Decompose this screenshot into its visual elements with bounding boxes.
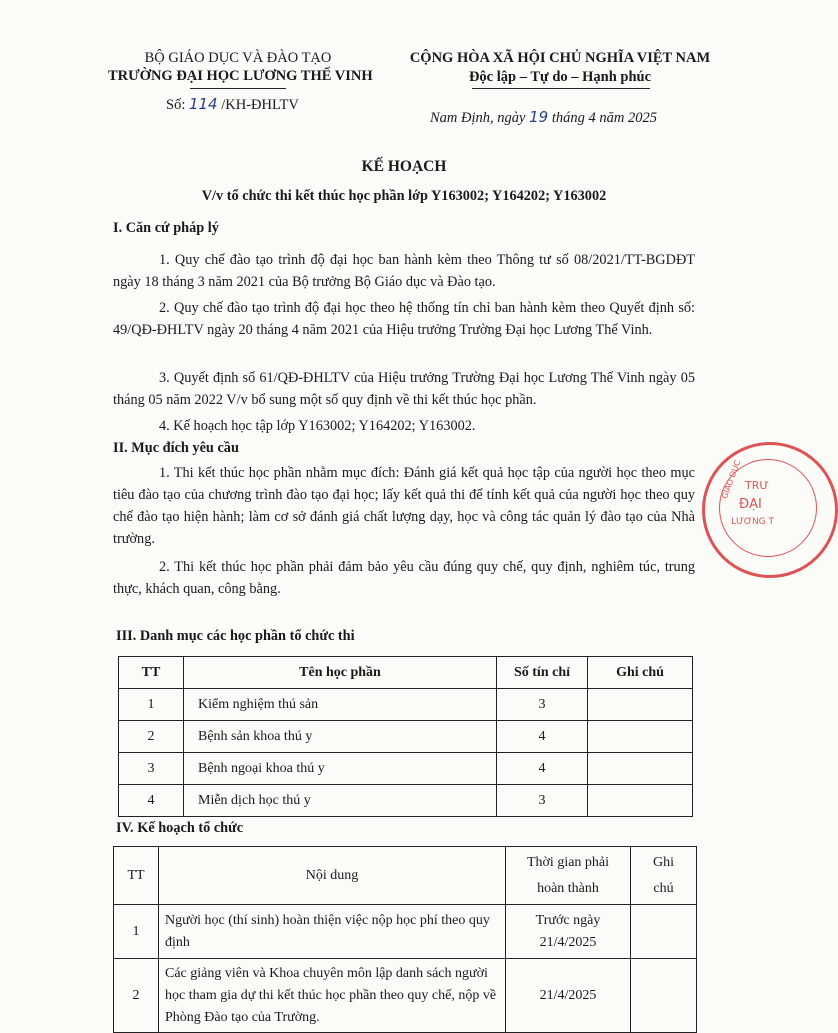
date-prefix: Nam Định, ngày: [430, 110, 526, 126]
table-row: [114, 905, 697, 959]
seal-text-middle: ĐẠI: [739, 497, 762, 512]
col-course-name: Tên học phần: [184, 657, 497, 689]
col-note: [631, 847, 697, 905]
number-prefix: Số:: [166, 97, 186, 113]
date-handwritten: 19: [529, 108, 549, 126]
document-date: [430, 108, 657, 127]
cell-course-name: Miễn dịch học thú y: [184, 785, 497, 817]
cell-tt: 3: [119, 753, 184, 785]
cell-course-name: Kiểm nghiệm thú sản: [184, 689, 497, 721]
section-1-item-4: 4. Kế hoạch học tập lớp Y163002; Y164202; Y163002.: [159, 418, 476, 434]
cell-note: [588, 753, 693, 785]
section-1-heading: I. Căn cứ pháp lý: [113, 220, 219, 236]
number-suffix: /KH-ĐHLTV: [221, 97, 299, 113]
section-2-heading: II. Mục đích yêu cầu: [113, 440, 239, 456]
section-1-item-2: 2. Quy chế đào tạo trình độ đại học theo hệ thống tín chỉ ban hành kèm theo Quyết định số: 49/QĐ-ĐHLTV ngày 20 tháng 4 năm 2021 của Hiệu trưởng Trường Đại học Lương Thế Vinh.: [113, 300, 695, 338]
deadline-line1: 21/4/2025: [539, 987, 597, 1003]
republic-name: CỘNG HÒA XÃ HỘI CHỦ NGHĨA VIỆT NAM: [409, 50, 711, 66]
cell-credits: 3: [497, 689, 588, 721]
university-name: TRƯỜNG ĐẠI HỌC LƯƠNG THẾ VINH: [108, 68, 373, 84]
col-credits: Số tín chỉ: [497, 657, 588, 689]
seal-ring-text: GIÁO DỤC: [720, 459, 743, 500]
cell-content: Các giảng viên và Khoa chuyên môn lập danh sách người học tham gia dự thi kết thúc học phần theo quy chế, nộp về Phòng Đào tạo của Trường.: [159, 959, 506, 1033]
section-2-item-1: 1. Thi kết thúc học phần nhằm mục đích: Đánh giá kết quả học tập của người học theo mục tiêu đào tạo của chương trình đào tạo đại học; lấy kết quả thi để tính kết quả của người học theo quy chế đào tạo hiện hành; làm cơ sở đánh giá chất lượng dạy, học và công tác quản lý đào tạo của Nhà trường.: [113, 465, 695, 547]
cell-tt: 4: [119, 785, 184, 817]
table-row: [119, 721, 693, 753]
document-number: [166, 95, 299, 114]
col-deadline: [506, 847, 631, 905]
table-row: [119, 753, 693, 785]
courses-header-row: [119, 657, 693, 689]
university-underline: [190, 88, 286, 89]
cell-tt: 2: [119, 721, 184, 753]
col-note-line1: Ghi: [653, 854, 674, 870]
table-row: [114, 959, 697, 1033]
cell-note: [588, 785, 693, 817]
col-deadline-line2: hoàn thành: [537, 880, 599, 896]
col-content: Nội dung: [159, 847, 506, 905]
table-row: [119, 689, 693, 721]
plan-header-row: [114, 847, 697, 905]
seal-text-top: TRƯ: [745, 479, 769, 492]
cell-credits: 4: [497, 721, 588, 753]
deadline-line2: 21/4/2025: [539, 934, 597, 950]
cell-course-name: Bệnh sản khoa thú y: [184, 721, 497, 753]
cell-note: [588, 689, 693, 721]
cell-note: [631, 959, 697, 1033]
national-motto: Độc lập – Tự do – Hạnh phúc: [468, 69, 652, 85]
cell-deadline: [506, 959, 631, 1033]
seal-text-bottom: LƯƠNG T: [731, 517, 775, 527]
university-seal: [702, 442, 838, 578]
cell-deadline: [506, 905, 631, 959]
cell-content: Người học (thí sinh) hoàn thiện việc nộp học phí theo quy định: [159, 905, 506, 959]
ministry-name: BỘ GIÁO DỤC VÀ ĐÀO TẠO: [144, 50, 332, 66]
motto-underline: [472, 88, 650, 89]
document-title: KẾ HOẠCH: [361, 158, 447, 175]
col-notes: Ghi chú: [588, 657, 693, 689]
document-subtitle: V/v tổ chức thi kết thúc học phần lớp Y163002; Y164202; Y163002: [201, 188, 607, 204]
courses-table: [118, 656, 693, 817]
section-3-heading: III. Danh mục các học phần tổ chức thi: [116, 628, 355, 644]
cell-note: [588, 721, 693, 753]
col-tt: TT: [114, 847, 159, 905]
table-row: [119, 785, 693, 817]
col-note-line2: chú: [653, 880, 674, 896]
cell-course-name: Bệnh ngoại khoa thú y: [184, 753, 497, 785]
cell-tt: 2: [114, 959, 159, 1033]
plan-table: [113, 846, 697, 1033]
col-deadline-line1: Thời gian phải: [526, 854, 610, 870]
date-suffix: tháng 4 năm 2025: [551, 110, 657, 126]
cell-note: [631, 905, 697, 959]
section-1-item-3: 3. Quyết định số 61/QĐ-ĐHLTV của Hiệu trưởng Trường Đại học Lương Thế Vinh ngày 05 tháng 05 năm 2022 V/v bổ sung một số quy định về thi kết thúc học phần.: [113, 370, 695, 408]
cell-credits: 3: [497, 785, 588, 817]
section-1-item-1: 1. Quy chế đào tạo trình độ đại học ban hành kèm theo Thông tư số 08/2021/TT-BGDĐT ngày 18 tháng 3 năm 2021 của Bộ trưởng Bộ Giáo dục và Đào tạo.: [113, 252, 695, 290]
deadline-line1: Trước ngày: [535, 912, 601, 928]
cell-tt: 1: [119, 689, 184, 721]
cell-credits: 4: [497, 753, 588, 785]
section-2-item-2: 2. Thi kết thúc học phần phải đảm bảo yêu cầu đúng quy chế, quy định, nghiêm túc, trung thực, khách quan, công bằng.: [113, 559, 695, 597]
col-tt: TT: [119, 657, 184, 689]
cell-tt: 1: [114, 905, 159, 959]
number-handwritten: 114: [188, 95, 218, 113]
section-4-heading: IV. Kế hoạch tổ chức: [116, 820, 244, 836]
